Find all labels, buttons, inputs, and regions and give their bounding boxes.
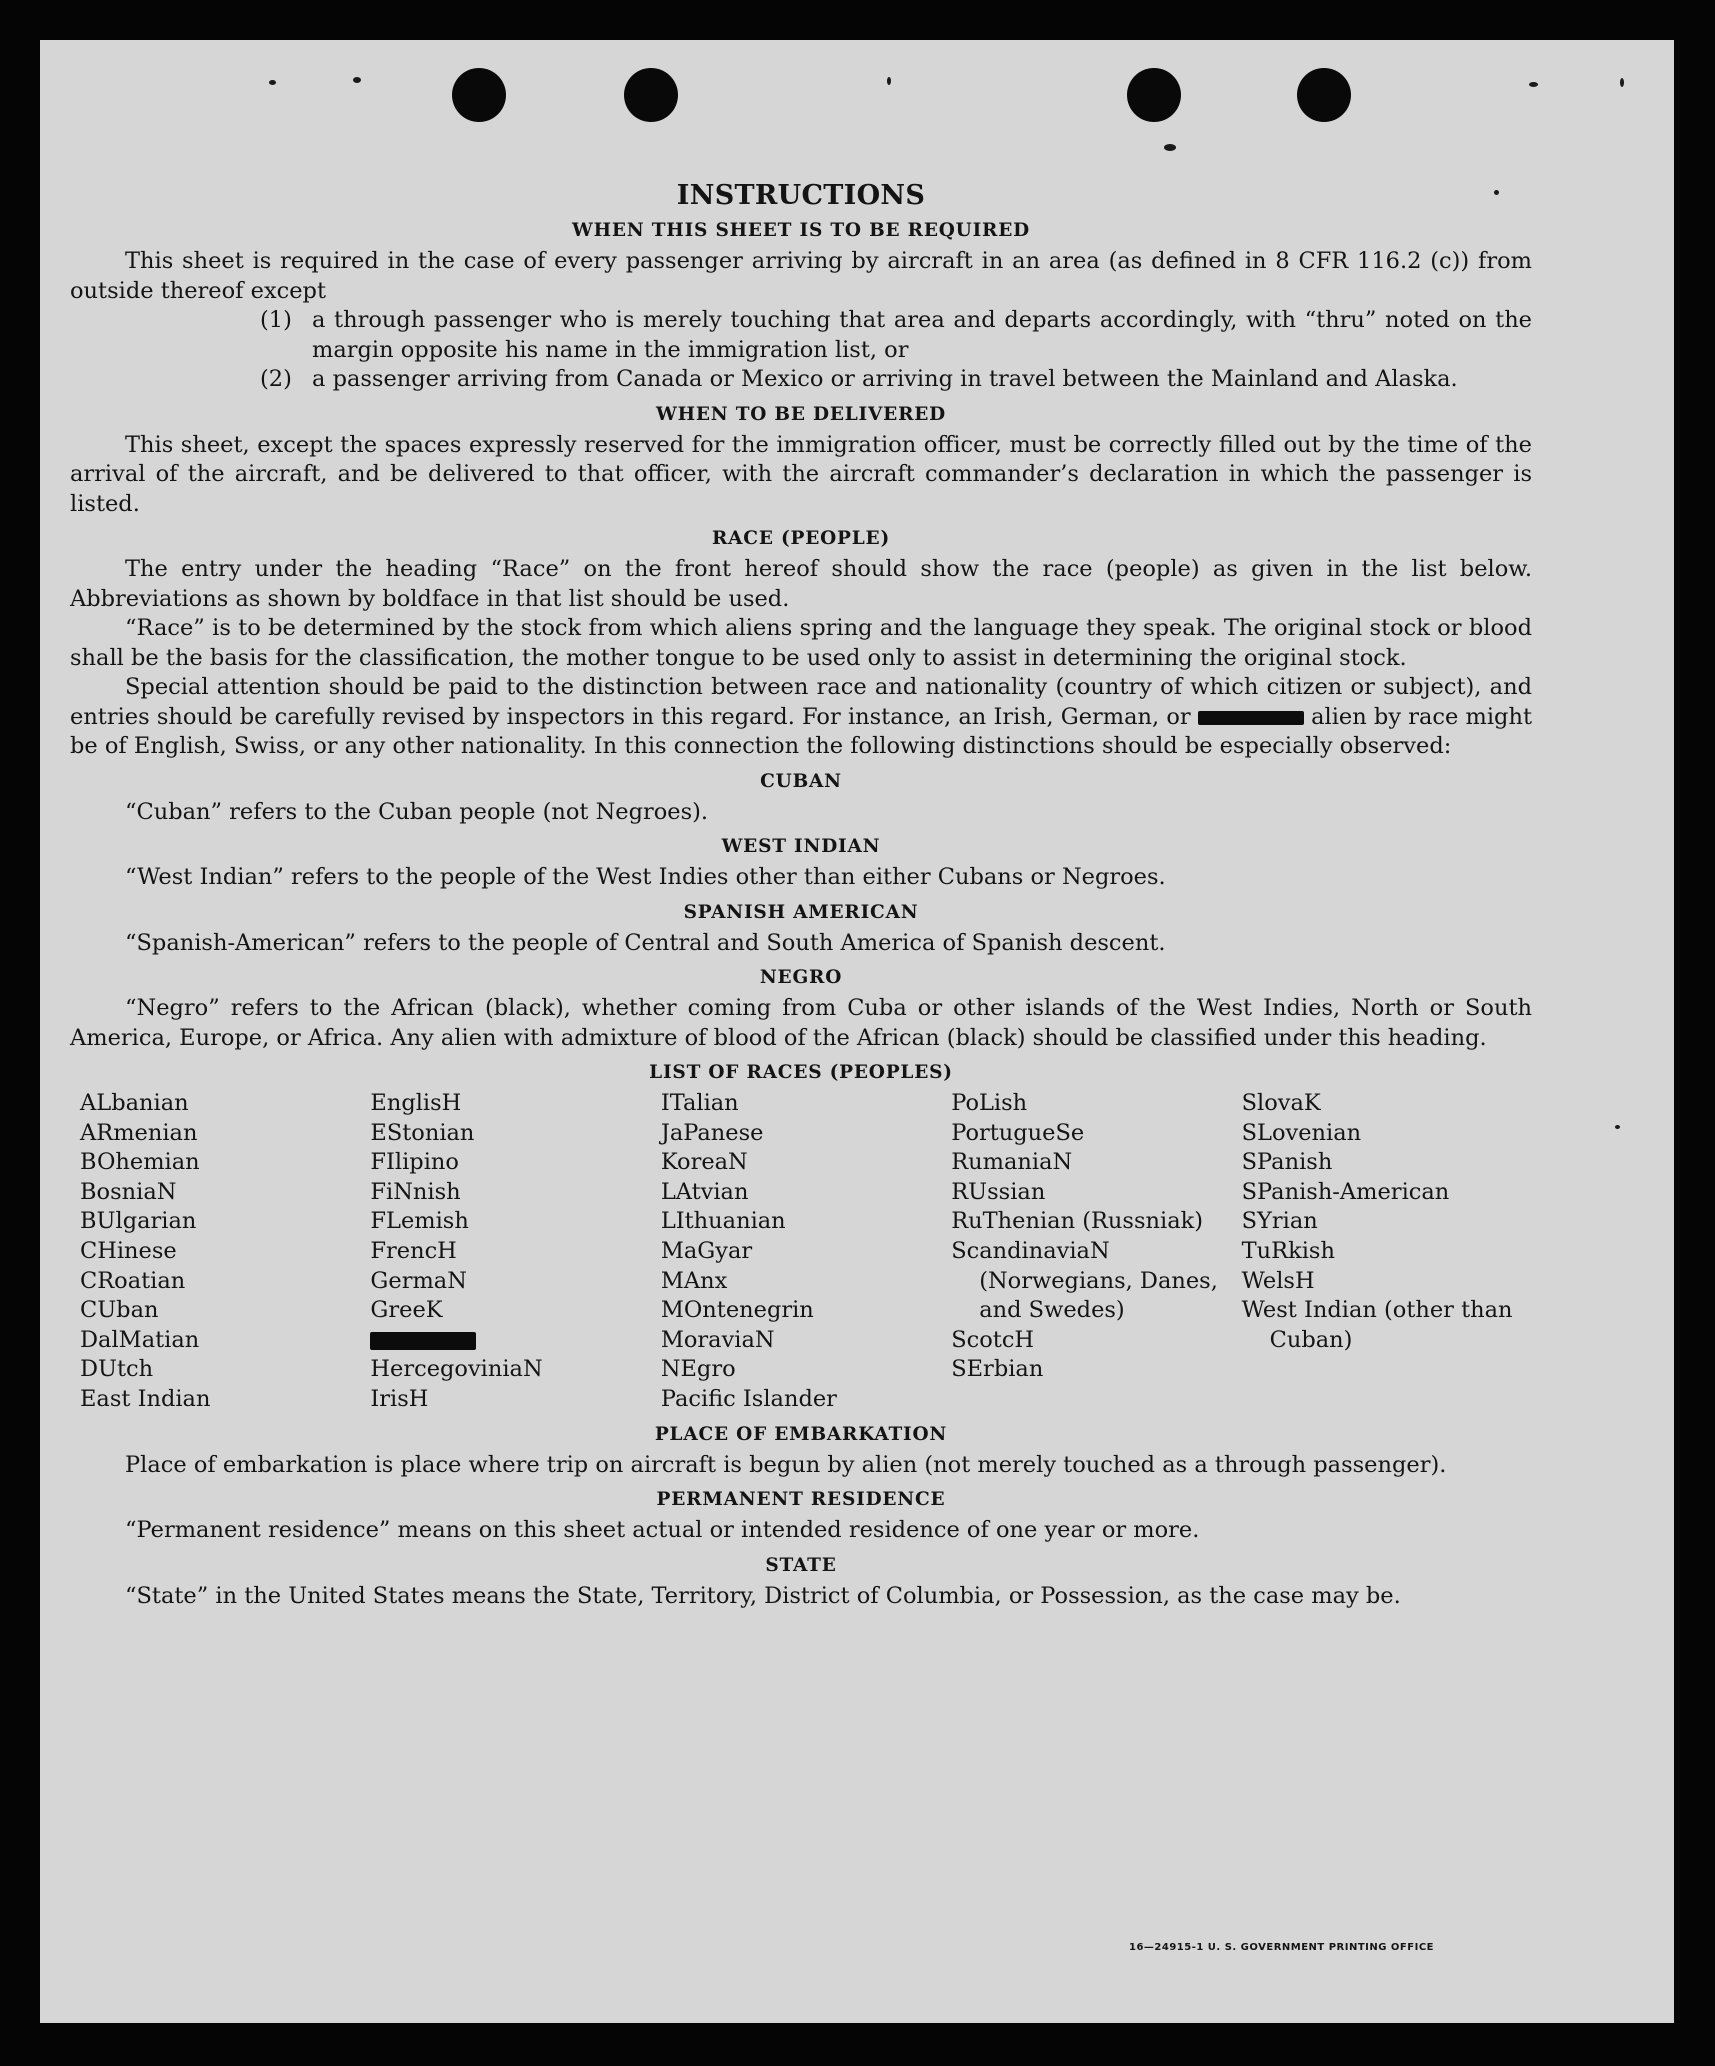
exception-number: (1): [260, 307, 292, 333]
race-entry: HercegoviniaN: [370, 1356, 543, 1383]
race-entry: BOhemian: [80, 1149, 200, 1176]
ink-speck: [887, 77, 891, 85]
exception-number: (2): [260, 366, 292, 392]
ink-speck: [269, 80, 276, 85]
race-entry: PoLish: [951, 1090, 1028, 1116]
race-entry: TuRkish: [1241, 1237, 1335, 1264]
section-heading-west-indian: WEST INDIAN: [721, 836, 881, 857]
race-entry: CRoatian: [80, 1267, 186, 1294]
page-title: INSTRUCTIONS: [676, 180, 926, 211]
state-text: “State” in the United States means the State, Territory, District of Columbia, or Possession, as the case may be.: [125, 1582, 1401, 1609]
permanent-residence-text: “Permanent residence” means on this sheet actual or intended residence of one year or more.: [125, 1517, 1200, 1544]
race-column-1: [80, 1089, 370, 1415]
race-entry: ScotcH: [951, 1326, 1035, 1353]
race-entry: MOntenegrin: [660, 1297, 814, 1324]
race-entry: BosniaN: [80, 1178, 177, 1205]
race-entry: IrisH: [370, 1385, 429, 1412]
section-heading-negro: NEGRO: [759, 967, 843, 988]
section-heading-list-of-races: LIST OF RACES (PEOPLES): [649, 1062, 953, 1083]
race-entry: EStonian: [370, 1119, 475, 1146]
race-entry: BUlgarian: [80, 1208, 197, 1235]
race-entry: SPanish: [1241, 1149, 1333, 1176]
section-heading-when-delivered: WHEN TO BE DELIVERED: [656, 403, 946, 425]
punch-hole: [624, 68, 678, 122]
punch-hole: [1297, 68, 1351, 122]
race-entry: DalMatian: [80, 1326, 200, 1353]
ink-speck: [353, 77, 361, 83]
race-column-3: [661, 1089, 951, 1415]
section-heading-spanish-american: SPANISH AMERICAN: [683, 901, 919, 923]
race-entry: KoreaN: [660, 1149, 748, 1176]
race-entry: FrencH: [370, 1237, 457, 1264]
race-entry: ALbanian: [80, 1090, 189, 1116]
west-indian-text: “West Indian” refers to the people of the West Indies other than either Cubans or Negroes.: [125, 864, 1166, 890]
race-entry: CHinese: [80, 1237, 177, 1264]
punch-hole: [452, 68, 506, 122]
punch-hole: [1127, 68, 1181, 122]
race-entry: FiNnish: [370, 1178, 461, 1205]
section-heading-embarkation: PLACE OF EMBARKATION: [654, 1423, 948, 1445]
ink-speck: [1164, 144, 1176, 151]
exception-item-1: [230, 306, 1532, 365]
negro-text: “Negro” refers to the African (black), whether coming from Cuba or other islands of the West Indies, North or South America, Europe, or Africa. Any alien with admixture of blood of the African (black) should be classified under this heading.: [70, 995, 1532, 1051]
race-entry: SYrian: [1241, 1208, 1318, 1235]
race-entry: EnglisH: [370, 1090, 462, 1116]
embarkation-text: Place of embarkation is place where trip on aircraft is begun by alien (not merely touched as a through passenger).: [125, 1451, 1447, 1478]
section-heading-race: RACE (PEOPLE): [711, 528, 891, 549]
race-entry-redacted: [370, 1326, 660, 1356]
section-heading-cuban: CUBAN: [760, 770, 842, 792]
race-entry: RUssian: [951, 1178, 1046, 1205]
race-entry: Pacific Islander: [660, 1385, 837, 1412]
redaction-mark: [370, 1332, 476, 1350]
redaction-mark: [1198, 711, 1304, 725]
race-paragraph-1: The entry under the heading “Race” on the front hereof should show the race (people) as given in the list below. Abbreviations as shown by boldface in that list should be used.: [70, 556, 1532, 612]
race-list: [80, 1089, 1532, 1415]
race-entry: MaGyar: [660, 1237, 753, 1264]
ink-speck: [1529, 82, 1538, 87]
race-column-4: [951, 1089, 1241, 1415]
race-entry: WelsH: [1241, 1267, 1315, 1294]
race-paragraph-3-end: alien by race might be of English, Swiss, or any other nationality. In this connection the following distinctions should be especially observed:: [70, 703, 1532, 759]
when-required-text: This sheet is required in the case of every passenger arriving by aircraft in an area (as defined in 8 CFR 116.2 (c)) from outside thereof except: [70, 248, 1532, 304]
race-entry: GreeK: [370, 1297, 443, 1324]
race-column-5: [1242, 1089, 1532, 1415]
race-column-2: [370, 1089, 660, 1415]
section-heading-permanent-residence: PERMANENT RESIDENCE: [656, 1489, 946, 1511]
ink-speck: [1615, 1125, 1620, 1129]
race-entry: ARmenian: [80, 1119, 198, 1146]
race-entry: PortugueSe: [951, 1119, 1085, 1146]
exception-text: a through passenger who is merely touching that area and departs accordingly, with “thru” noted on the margin opposite his name in the immigration list, or: [312, 307, 1532, 363]
race-entry: NEgro: [660, 1356, 736, 1383]
race-entry: FIlipino: [370, 1149, 459, 1176]
exception-item-2: [230, 365, 1532, 395]
spanish-american-text: “Spanish-American” refers to the people of Central and South America of Spanish descent.: [125, 929, 1166, 956]
race-entry: GermaN: [370, 1267, 467, 1294]
race-entry: ITalian: [660, 1090, 739, 1116]
race-entry: SLovenian: [1241, 1119, 1362, 1146]
race-entry: ScandinaviaN (Norwegians, Danes, and Swedes): [951, 1237, 1218, 1324]
instructions-content: [70, 180, 1532, 1611]
race-entry: SlovaK: [1241, 1090, 1321, 1116]
race-entry: LAtvian: [660, 1178, 749, 1205]
printing-office-code: 16—24915-1 U. S. GOVERNMENT PRINTING OFFICE: [1129, 1942, 1434, 1953]
race-entry: MAnx: [660, 1267, 728, 1294]
form-back-page: [40, 40, 1674, 2023]
race-entry: MoraviaN: [660, 1326, 775, 1353]
race-entry: FLemish: [370, 1208, 469, 1235]
race-entry: SPanish-American: [1241, 1178, 1450, 1205]
race-entry: East Indian: [80, 1385, 211, 1412]
when-delivered-text: This sheet, except the spaces expressly reserved for the immigration officer, must be correctly filled out by the time of the arrival of the aircraft, and be delivered to that officer, with the aircraft commander’s declaration in which the passenger is listed.: [70, 431, 1532, 517]
race-entry: RuThenian (Russniak): [951, 1208, 1204, 1235]
race-paragraph-3: [70, 673, 1532, 762]
ink-speck: [1620, 78, 1624, 87]
race-entry: LIthuanian: [660, 1208, 786, 1235]
race-entry: RumaniaN: [951, 1149, 1073, 1176]
race-entry: SErbian: [951, 1356, 1044, 1383]
race-entry: DUtch: [80, 1356, 154, 1383]
race-paragraph-3-start: Special attention should be paid to the distinction between race and nationality (country of which citizen or subject), and entries should be carefully revised by inspectors in this regard. For instance, an Irish, German, or: [70, 674, 1532, 730]
race-entry: West Indian (other than Cuban): [1241, 1297, 1513, 1353]
section-heading-when-required: WHEN THIS SHEET IS TO BE REQUIRED: [572, 220, 1030, 241]
section-heading-state: STATE: [765, 1554, 837, 1576]
race-paragraph-2: “Race” is to be determined by the stock from which aliens spring and the language they speak. The original stock or blood shall be the basis for the classification, the mother tongue to be used only to assist in determining the original stock.: [70, 615, 1532, 671]
race-entry: CUban: [80, 1297, 159, 1324]
exception-text: a passenger arriving from Canada or Mexico or arriving in travel between the Mainland and Alaska.: [312, 366, 1458, 392]
cuban-text: “Cuban” refers to the Cuban people (not Negroes).: [125, 798, 709, 825]
race-entry: JaPanese: [660, 1119, 764, 1146]
